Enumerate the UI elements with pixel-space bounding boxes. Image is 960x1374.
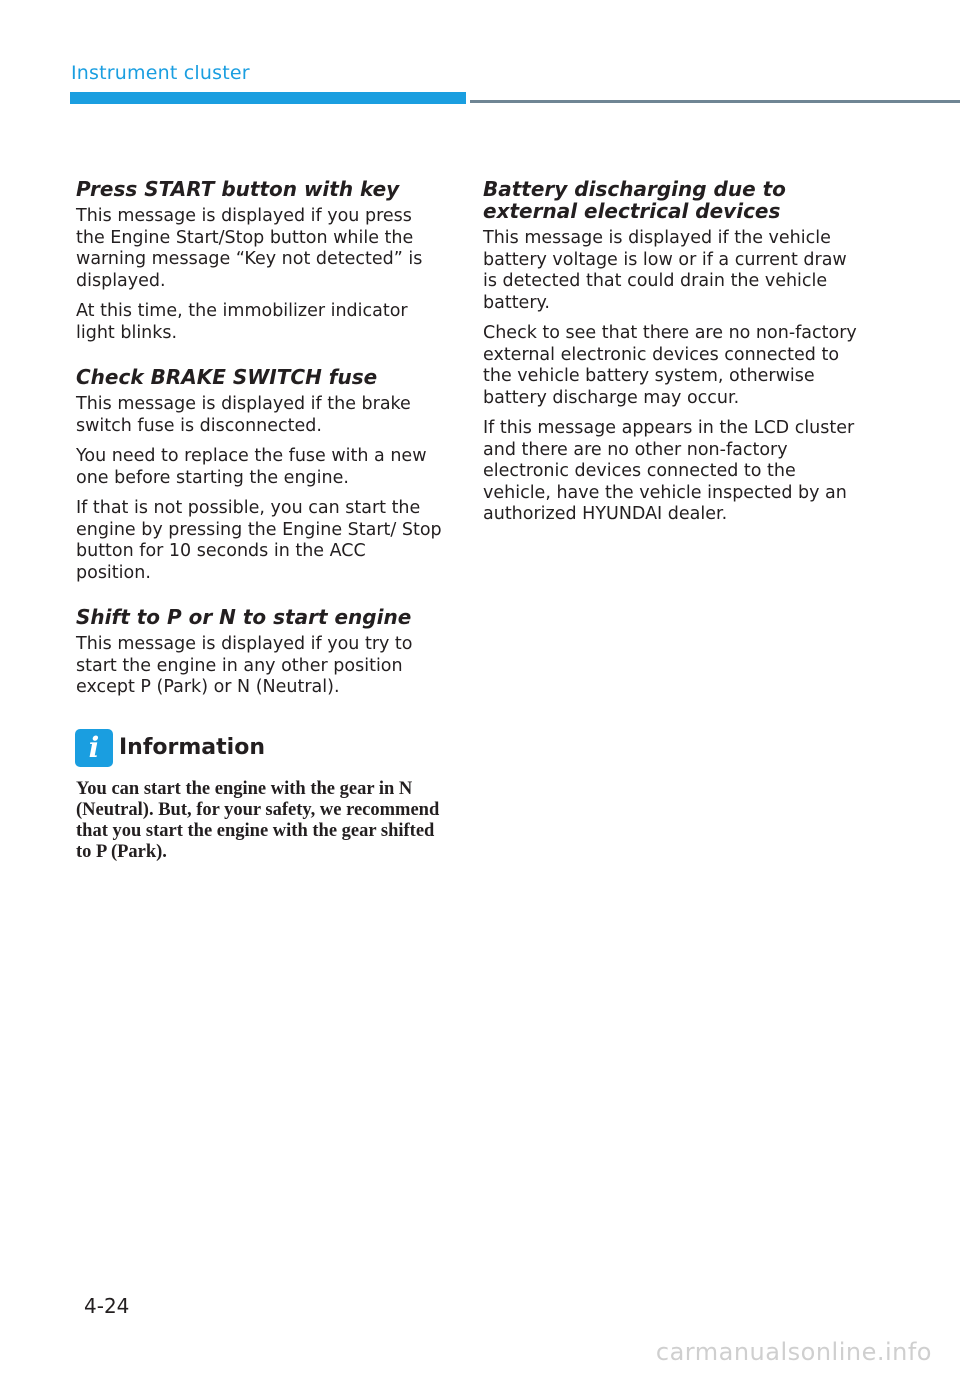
paragraph: If this message appears in the LCD cluster and there are no other non-factory electronic devices connected to the vehicle, have the vehicle inspected by an authorized HYUNDAI dealer. <box>483 418 855 524</box>
page-number: 4-24 <box>84 1294 130 1318</box>
information-title: Information <box>119 735 265 760</box>
section-battery-discharging <box>483 178 863 526</box>
paragraph: You need to replace the fuse with a new one before starting the engine. <box>76 446 427 488</box>
section-heading: Battery discharging due to external electrical devices <box>483 177 786 223</box>
paragraph: This message is displayed if the brake switch fuse is disconnected. <box>76 394 411 436</box>
information-text: You can start the engine with the gear in N (Neutral). But, for your safety, we recommend that you start the engine with the gear shifted to P (Park). <box>76 778 440 862</box>
paragraph: This message is displayed if the vehicle battery voltage is low or if a current draw is detected that could drain the vehicle battery. <box>483 228 847 313</box>
paragraph: Check to see that there are no non-factory external electronic devices connected to the vehicle battery system, otherwise battery discharge may occur. <box>483 323 857 408</box>
left-column <box>76 178 446 863</box>
info-icon: i <box>75 729 113 767</box>
section-heading: Check BRAKE SWITCH fuse <box>76 365 378 389</box>
section-heading: Shift to P or N to start engine <box>76 605 412 629</box>
information-box <box>76 729 446 863</box>
paragraph: If that is not possible, you can start the engine by pressing the Engine Start/ Stop button for 10 seconds in the ACC position. <box>76 498 442 583</box>
information-header <box>76 729 446 767</box>
section-heading: Press START button with key <box>76 177 400 201</box>
paragraph: This message is displayed if you try to start the engine in any other position except P (Park) or N (Neutral). <box>76 634 413 697</box>
page-header-title: Instrument cluster <box>71 62 250 84</box>
watermark: carmanualsonline.info <box>655 1338 932 1366</box>
section-press-start <box>76 178 446 344</box>
section-brake-switch-fuse <box>76 366 446 584</box>
header-accent-bar <box>70 92 466 104</box>
section-shift-to-p-or-n <box>76 606 446 699</box>
right-column <box>483 178 863 548</box>
header-rule <box>470 100 960 103</box>
paragraph: This message is displayed if you press the Engine Start/Stop button while the warning message “Key not detected” is displayed. <box>76 206 423 291</box>
paragraph: At this time, the immobilizer indicator light blinks. <box>76 301 408 343</box>
